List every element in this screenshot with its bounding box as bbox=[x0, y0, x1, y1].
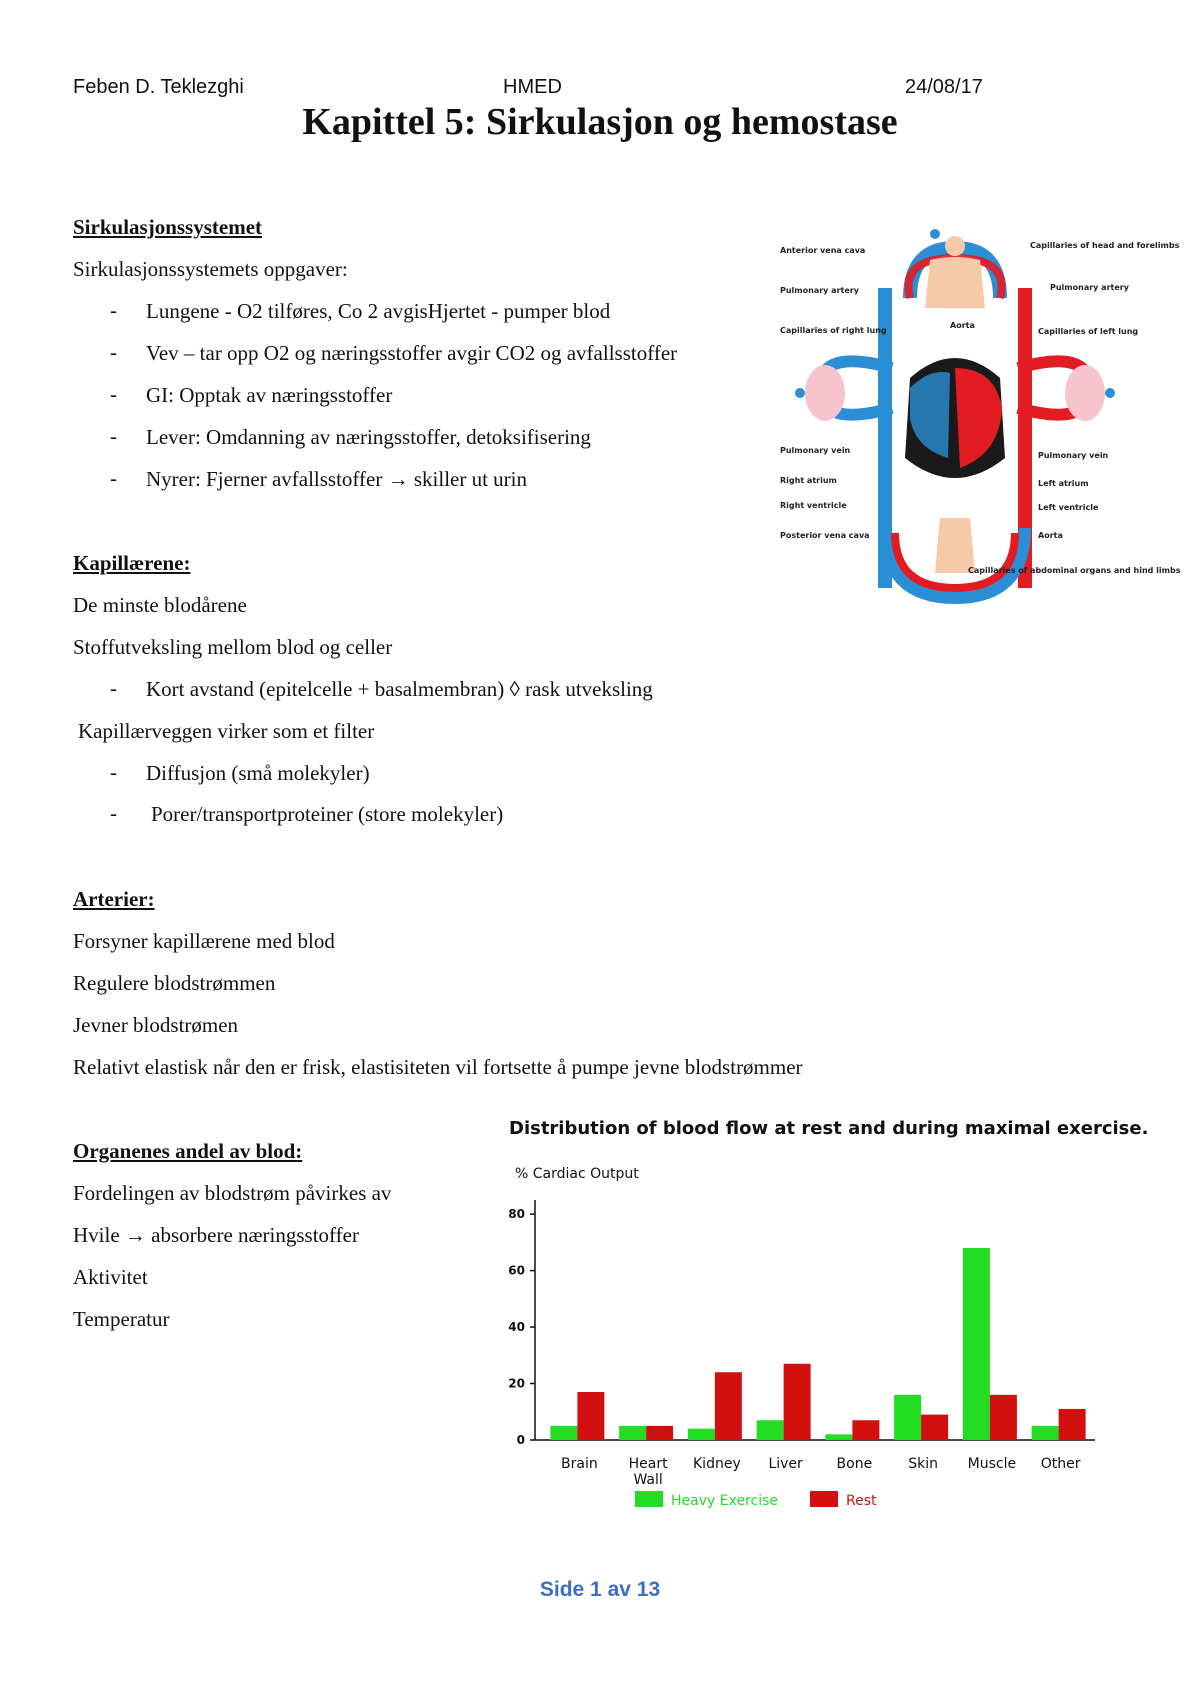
label-capillaries-right-lung: Capillaries of right lung bbox=[780, 326, 887, 335]
y-tick-label: 0 bbox=[516, 1433, 525, 1447]
label-aorta-right: Aorta bbox=[1038, 531, 1063, 540]
list-item: Lever: Omdanning av næringsstoffer, detoksifisering bbox=[146, 425, 591, 449]
text-line: Jevner blodstrømen bbox=[73, 1013, 239, 1037]
blood-flow-chart bbox=[505, 1110, 1149, 1530]
text-line: De minste blodårene bbox=[73, 593, 247, 617]
chart-axes bbox=[508, 1200, 1095, 1488]
label-right-ventricle: Right ventricle bbox=[780, 501, 847, 510]
label-aorta-top: Aorta bbox=[950, 321, 975, 330]
label-pulmonary-artery-right: Pulmonary artery bbox=[1050, 283, 1129, 292]
bar-rest bbox=[852, 1420, 879, 1440]
label-anterior-vena-cava: Anterior vena cava bbox=[780, 246, 866, 255]
text-line: Fordelingen av blodstrøm påvirkes av bbox=[73, 1181, 392, 1205]
x-tick-label: Other bbox=[1040, 1456, 1081, 1472]
section-intro: Sirkulasjonssystemets oppgaver: bbox=[73, 257, 348, 281]
text-line: Regulere blodstrømmen bbox=[73, 971, 276, 995]
bar-heavy-exercise bbox=[757, 1420, 784, 1440]
upper-body-head bbox=[945, 236, 965, 256]
label-left-atrium: Left atrium bbox=[1038, 479, 1089, 488]
bullet-dash: - bbox=[110, 676, 117, 700]
left-lung bbox=[1065, 365, 1105, 421]
circulation-diagram bbox=[780, 228, 1181, 608]
bullet-dash: - bbox=[110, 760, 117, 784]
y-tick-label: 20 bbox=[508, 1376, 525, 1391]
step-marker-icon bbox=[930, 229, 940, 239]
legend-swatch bbox=[635, 1491, 663, 1507]
x-tick-label: Kidney bbox=[693, 1456, 741, 1472]
legend-label: Heavy Exercise bbox=[671, 1493, 778, 1509]
lower-body bbox=[935, 518, 975, 573]
x-tick-label: Bone bbox=[836, 1456, 873, 1472]
bar-heavy-exercise bbox=[550, 1426, 577, 1440]
chart-legend bbox=[635, 1491, 877, 1509]
list-item: Lungene - O2 tilføres, Co 2 avgisHjertet - pumper blod bbox=[146, 299, 611, 323]
x-tick-label: Brain bbox=[561, 1456, 598, 1472]
label-pulmonary-vein-right: Pulmonary vein bbox=[1038, 451, 1109, 460]
bullet-dash: - bbox=[110, 340, 117, 364]
bar-rest bbox=[921, 1415, 948, 1440]
label-capillaries-head: Capillaries of head and forelimbs bbox=[1030, 241, 1180, 250]
list-item: Nyrer: Fjerner avfallsstoffer → skiller ut urin bbox=[146, 467, 528, 491]
legend-label: Rest bbox=[846, 1493, 877, 1509]
section-heading-arterier: Arterier: bbox=[73, 887, 155, 911]
page-title: Kapittel 5: Sirkulasjon og hemostase bbox=[302, 101, 898, 143]
legend-swatch bbox=[810, 1491, 838, 1507]
bar-rest bbox=[990, 1395, 1017, 1440]
bar-heavy-exercise bbox=[619, 1426, 646, 1440]
text-line: Temperatur bbox=[73, 1307, 170, 1331]
chart-ylabel: % Cardiac Output bbox=[515, 1166, 639, 1182]
y-tick-label: 80 bbox=[508, 1207, 525, 1222]
chart-title: Distribution of blood flow at rest and during maximal exercise. bbox=[509, 1118, 1149, 1139]
bar-heavy-exercise bbox=[894, 1395, 921, 1440]
y-tick-label: 60 bbox=[508, 1263, 525, 1278]
bar-rest bbox=[1059, 1409, 1086, 1440]
label-pulmonary-vein-left: Pulmonary vein bbox=[780, 446, 851, 455]
bullet-dash: - bbox=[110, 424, 117, 448]
label-capillaries-left-lung: Capillaries of left lung bbox=[1038, 327, 1139, 336]
bar-heavy-exercise bbox=[688, 1429, 715, 1440]
section-heading-sirkulasjonssystemet: Sirkulasjonssystemet bbox=[73, 215, 263, 239]
bar-heavy-exercise bbox=[825, 1434, 852, 1440]
author-name: Feben D. Teklezghi bbox=[73, 76, 244, 98]
bar-heavy-exercise bbox=[963, 1248, 990, 1440]
bar-rest bbox=[646, 1426, 673, 1440]
step-marker-icon bbox=[795, 388, 805, 398]
bullet-dash: - bbox=[110, 298, 117, 322]
step-marker-icon bbox=[1105, 388, 1115, 398]
label-pulmonary-artery-left: Pulmonary artery bbox=[780, 286, 859, 295]
bar-rest bbox=[784, 1364, 811, 1440]
x-tick-label: Heart bbox=[628, 1456, 668, 1472]
bar-heavy-exercise bbox=[1032, 1426, 1059, 1440]
upper-body-torso bbox=[925, 257, 985, 308]
page-number: Side 1 av 13 bbox=[539, 1578, 661, 1601]
section-heading-organenes-andel: Organenes andel av blod: bbox=[73, 1139, 303, 1163]
label-capillaries-abdominal: Capillaries of abdominal organs and hind limbs bbox=[968, 566, 1181, 575]
label-right-atrium: Right atrium bbox=[780, 476, 837, 485]
list-item: GI: Opptak av næringsstoffer bbox=[146, 383, 393, 407]
x-tick-label: Wall bbox=[633, 1472, 663, 1488]
bullet-dash: - bbox=[110, 466, 117, 490]
list-item: Diffusjon (små molekyler) bbox=[146, 761, 370, 785]
text-line: Kapillærveggen virker som et filter bbox=[78, 719, 375, 743]
bullet-dash: - bbox=[110, 801, 117, 825]
bar-rest bbox=[577, 1392, 604, 1440]
text-line: Hvile → absorbere næringsstoffer bbox=[73, 1223, 359, 1247]
course-code: HMED bbox=[503, 76, 562, 98]
x-tick-label: Liver bbox=[768, 1456, 803, 1472]
list-item: Porer/transportproteiner (store molekyler) bbox=[151, 802, 504, 826]
document-date: 24/08/17 bbox=[905, 76, 983, 98]
text-line: Relativt elastisk når den er frisk, elastisiteten vil fortsette å pumpe jevne blodstrømmer bbox=[73, 1055, 803, 1079]
y-tick-label: 40 bbox=[508, 1320, 525, 1335]
bar-rest bbox=[715, 1372, 742, 1440]
text-line: Aktivitet bbox=[73, 1265, 148, 1289]
text-line: Stoffutveksling mellom blod og celler bbox=[73, 635, 393, 659]
bullet-dash: - bbox=[110, 382, 117, 406]
label-left-ventricle: Left ventricle bbox=[1038, 503, 1099, 512]
right-lung bbox=[805, 365, 845, 421]
x-tick-label: Skin bbox=[908, 1456, 939, 1472]
list-item: Kort avstand (epitelcelle + basalmembran) ◊ rask utveksling bbox=[146, 677, 653, 701]
list-item: Vev – tar opp O2 og næringsstoffer avgir CO2 og avfallsstoffer bbox=[146, 341, 678, 365]
chart-bars bbox=[550, 1248, 1085, 1440]
x-tick-label: Muscle bbox=[967, 1456, 1017, 1472]
text-line: Forsyner kapillærene med blod bbox=[73, 929, 335, 953]
section-heading-kapillarene: Kapillærene: bbox=[73, 551, 191, 575]
label-posterior-vena-cava: Posterior vena cava bbox=[780, 531, 870, 540]
